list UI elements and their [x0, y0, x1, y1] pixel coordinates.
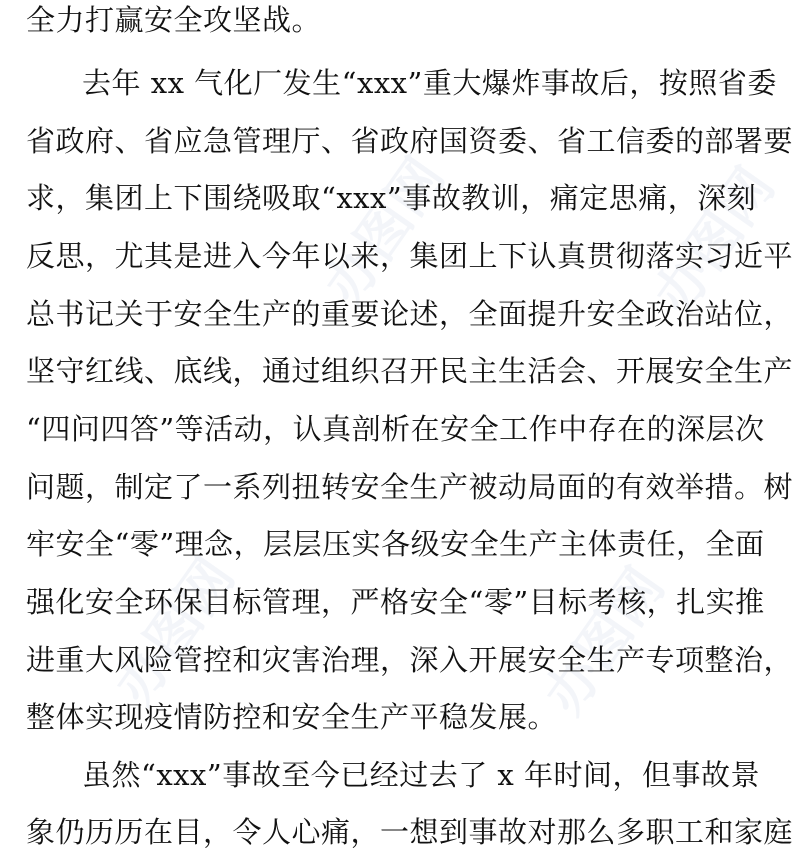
text-line: 坚守红线、底线，通过组织召开民主生活会、开展安全生产 [26, 354, 794, 388]
text-line: 象仍历历在目，令人心痛，一想到事故对那么多职工和家庭 [26, 815, 794, 849]
text-line: “四问四答”等活动，认真剖析在安全工作中存在的深层次 [26, 412, 765, 446]
text-line: 反思，尤其是进入今年以来，集团上下认真贯彻落实习近平 [26, 239, 794, 273]
text-line: 问题，制定了一系列扭转安全生产被动局面的有效举措。树 [26, 470, 794, 504]
text-line: 全力打赢安全攻坚战。 [26, 3, 322, 37]
text-line: 整体实现疫情防控和安全生产平稳发展。 [26, 700, 558, 734]
text-line: 去年 xx 气化厂发生“xxx”重大爆炸事故后，按照省委 [82, 66, 777, 100]
watermark: 办图网 [642, 156, 787, 326]
text-line: 求，集团上下围绕吸取“xxx”事故教训，痛定思痛，深刻 [26, 181, 757, 215]
watermark: 办图网 [102, 546, 247, 716]
text-line: 虽然“xxx”事故至今已经过去了 x 年时间，但事故景 [82, 758, 761, 792]
text-line: 省政府、省应急管理厅、省政府国资委、省工信委的部署要 [26, 124, 794, 158]
text-line: 进重大风险管控和灾害治理，深入开展安全生产专项整治， [26, 643, 794, 677]
text-line: 强化安全环保目标管理，严格安全“零”目标考核，扎实推 [26, 585, 765, 619]
watermark: 办图网 [532, 556, 677, 726]
watermark: 办图网 [312, 146, 457, 316]
text-line: 总书记关于安全生产的重要论述，全面提升安全政治站位， [26, 297, 794, 331]
text-line: 牢安全“零”理念，层层压实各级安全生产主体责任，全面 [26, 527, 765, 561]
